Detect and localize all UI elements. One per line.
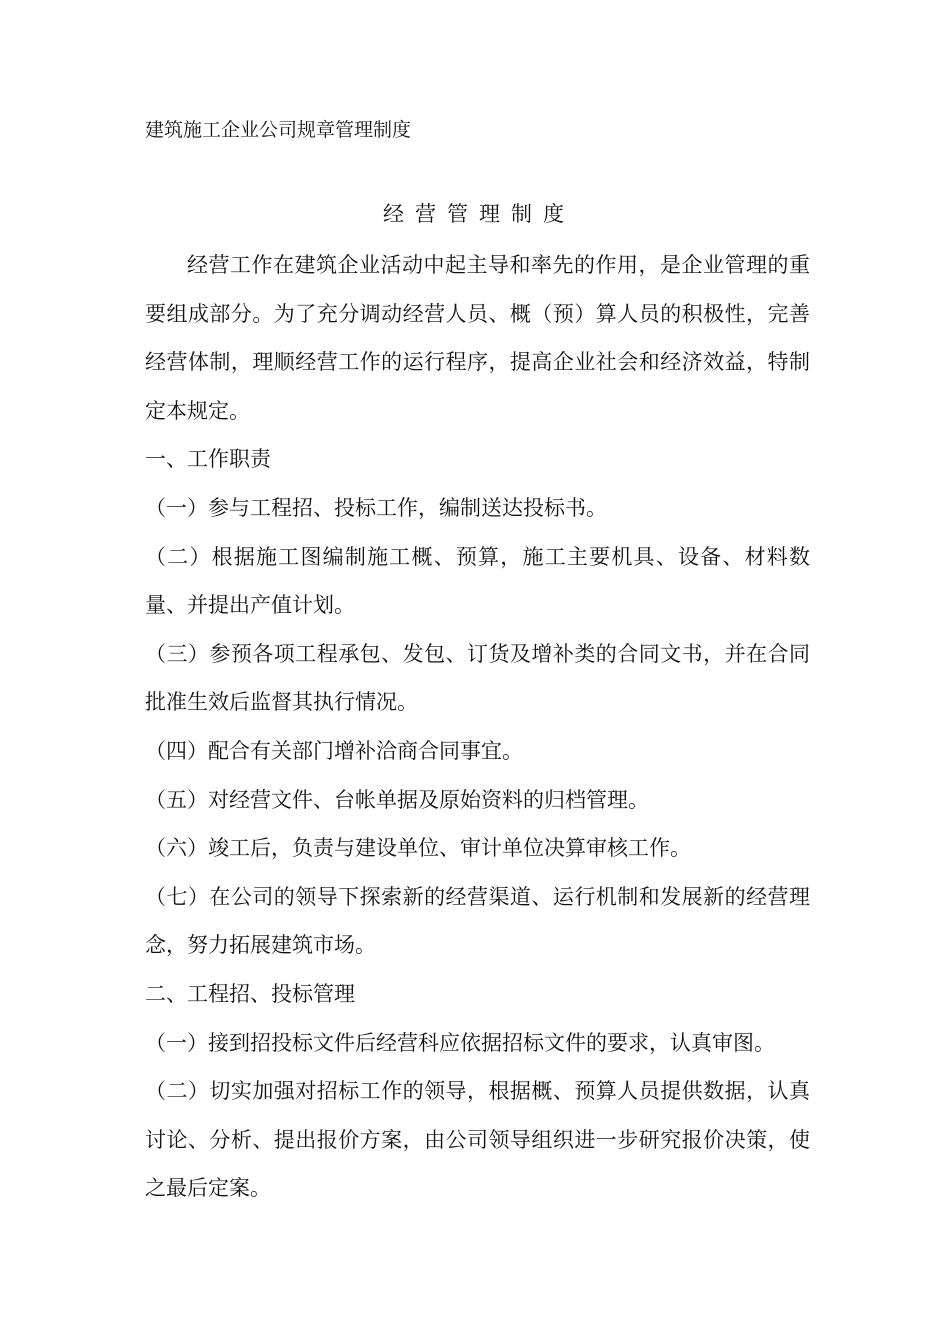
- duty-item-4: （四）配合有关部门增补洽商合同事宜。: [145, 738, 523, 763]
- duty-item-5: （五）对经营文件、台帐单据及原始资料的归档管理。: [145, 787, 649, 812]
- section-heading-bidding: 二、工程招、投标管理: [145, 981, 355, 1006]
- duty-item-1: （一）参与工程招、投标工作，编制送达投标书。: [145, 495, 607, 520]
- duty-item-7: （七）在公司的领导下探索新的经营渠道、运行机制和发展新的经营理念，努力拓展建筑市场。: [145, 884, 810, 958]
- bidding-item-1: （一）接到招投标文件后经营科应依据招标文件的要求，认真审图。: [145, 1030, 775, 1055]
- duty-item-6: （六）竣工后，负责与建设单位、审计单位决算审核工作。: [145, 836, 691, 861]
- document-header: 建筑施工企业公司规章管理制度: [145, 119, 412, 141]
- document-title: 经营管理制度: [383, 202, 575, 226]
- section-heading-duties: 一、工作职责: [145, 447, 271, 472]
- duty-item-2: （二）根据施工图编制施工概、预算，施工主要机具、设备、材料数量、并提出产值计划。: [145, 544, 810, 618]
- document-body: [145, 241, 810, 1213]
- bidding-item-2: （二）切实加强对招标工作的领导，根据概、预算人员提供数据，认真讨论、分析、提出报价方案，由公司领导组织进一步研究报价决策，使之最后定案。: [145, 1079, 810, 1201]
- intro-paragraph: 经营工作在建筑企业活动中起主导和率先的作用，是企业管理的重要组成部分。为了充分调动经营人员、概（预）算人员的积极性，完善经营体制，理顺经营工作的运行程序，提高企业社会和经济效益，特制定本规定。: [145, 253, 810, 423]
- duty-item-3: （三）参预各项工程承包、发包、订货及增补类的合同文书，并在合同批准生效后监督其执行情况。: [145, 641, 810, 715]
